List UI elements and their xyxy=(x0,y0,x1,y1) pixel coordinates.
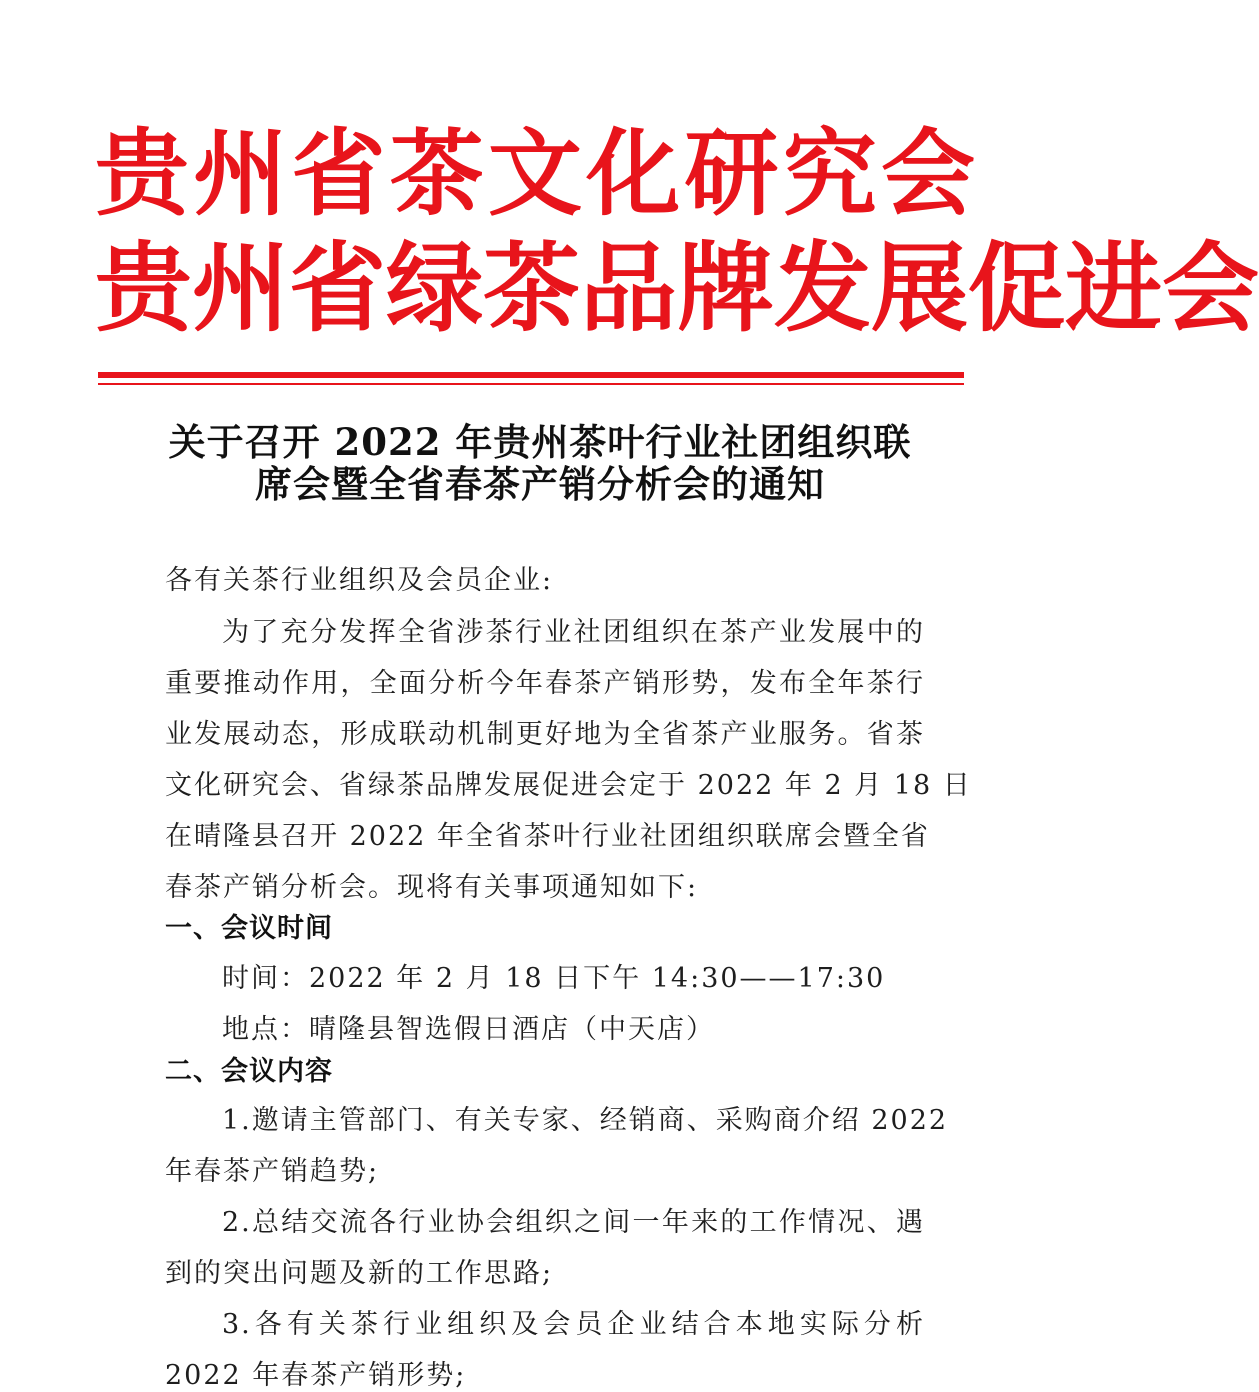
document-title-line-2: 席会暨全省春茶产销分析会的通知 xyxy=(255,462,825,506)
content-item-3-line-1: 3.各有关茶行业组织及会员企业结合本地实际分析 xyxy=(222,1309,925,1340)
content-item-2-line-1: 2.总结交流各行业协会组织之间一年来的工作情况、遇 xyxy=(222,1207,925,1238)
content-item-2-line-2: 到的突出问题及新的工作思路; xyxy=(165,1258,554,1289)
meeting-time: 时间：2022 年 2 月 18 日下午 14:30——17:30 xyxy=(222,963,886,994)
content-item-1-line-2: 年春茶产销趋势; xyxy=(165,1156,380,1187)
content-item-3-line-2: 2022 年春茶产销形势; xyxy=(165,1360,467,1391)
red-divider-thick xyxy=(98,372,964,378)
section-heading-content: 二、会议内容 xyxy=(165,1056,333,1087)
content-item-1-line-1: 1.邀请主管部门、有关专家、经销商、采购商介绍 2022 xyxy=(222,1105,949,1136)
document-title-line-1: 关于召开 2022 年贵州茶叶行业社团组织联 xyxy=(168,420,912,464)
intro-line: 为了充分发挥全省涉茶行业社团组织在茶产业发展中的 xyxy=(222,617,925,648)
masthead-line-1: 贵州省茶文化研究会 xyxy=(95,120,975,229)
intro-line: 业发展动态，形成联动机制更好地为全省茶产业服务。省茶 xyxy=(165,719,925,750)
meeting-location: 地点：晴隆县智选假日酒店（中天店） xyxy=(222,1014,715,1045)
intro-line: 春茶产销分析会。现将有关事项通知如下: xyxy=(165,872,699,903)
section-heading-time: 一、会议时间 xyxy=(165,913,333,944)
intro-line: 重要推动作用，全面分析今年春茶产销形势，发布全年茶行 xyxy=(165,668,925,699)
intro-line: 在晴隆县召开 2022 年全省茶叶行业社团组织联席会暨全省 xyxy=(165,821,930,852)
masthead-line-2: 贵州省绿茶品牌发展促进会 xyxy=(95,232,1259,345)
red-divider-thin xyxy=(98,383,964,385)
intro-line: 文化研究会、省绿茶品牌发展促进会定于 2022 年 2 月 18 日 xyxy=(165,770,972,801)
salutation: 各有关茶行业组织及会员企业: xyxy=(165,565,554,596)
